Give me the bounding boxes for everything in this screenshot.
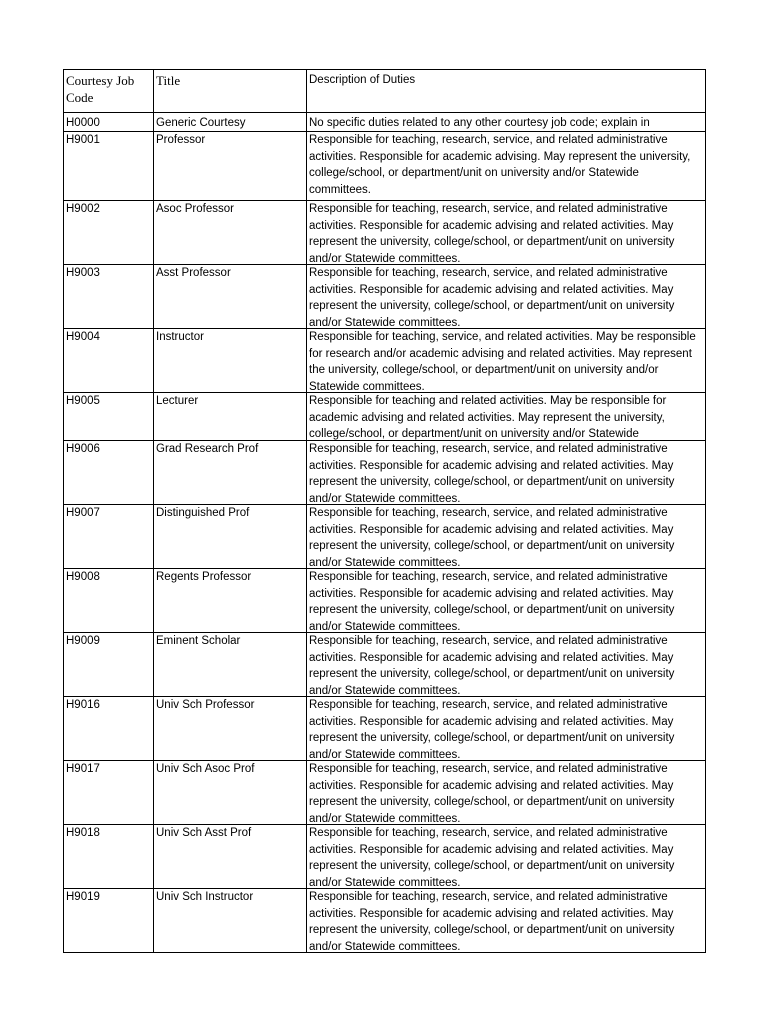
job-code: H9007 bbox=[66, 507, 100, 519]
table-row bbox=[64, 265, 706, 329]
job-description-cell bbox=[307, 113, 706, 132]
header-courtesy-job-code: Courtesy Job Code bbox=[64, 70, 154, 113]
job-description-cell bbox=[307, 393, 706, 441]
table-row bbox=[64, 505, 706, 569]
job-title: Grad Research Prof bbox=[156, 443, 259, 455]
job-description: Responsible for teaching, research, service, and related administrative activities. Responsible for academic advising and related activities. May represent the university, college/school, or department/unit on university and/or Statewide committees. bbox=[309, 203, 675, 264]
job-title-cell bbox=[154, 329, 307, 393]
job-code-cell bbox=[64, 889, 154, 953]
table-row bbox=[64, 761, 706, 825]
job-code: H9009 bbox=[66, 635, 100, 647]
job-title: Asst Professor bbox=[156, 267, 231, 279]
job-title: Generic Courtesy bbox=[156, 117, 246, 129]
table-row bbox=[64, 697, 706, 761]
job-title-cell bbox=[154, 132, 307, 201]
job-code: H9003 bbox=[66, 267, 100, 279]
job-description-cell bbox=[307, 825, 706, 889]
job-description: Responsible for teaching, research, service, and related administrative activities. Responsible for academic advising and related activities. May represent the university, college/school, or department/unit on university and/or Statewide committees. bbox=[309, 571, 675, 632]
job-code: H9006 bbox=[66, 443, 100, 455]
job-code: H9004 bbox=[66, 331, 100, 343]
table-header-row bbox=[64, 70, 706, 113]
table-row bbox=[64, 825, 706, 889]
job-code: H9017 bbox=[66, 763, 100, 775]
job-code: H9001 bbox=[66, 134, 100, 146]
table-row bbox=[64, 393, 706, 441]
job-description: Responsible for teaching, service, and related activities. May be responsible for research and/or academic advising and related activities. May represent the university, college/school, or department/unit on university and/or Statewide committees. bbox=[309, 331, 696, 392]
job-title-cell bbox=[154, 761, 307, 825]
job-code: H9018 bbox=[66, 827, 100, 839]
job-title: Univ Sch Asoc Prof bbox=[156, 763, 255, 775]
table-row bbox=[64, 132, 706, 201]
job-title: Lecturer bbox=[156, 395, 199, 407]
job-title-cell bbox=[154, 889, 307, 953]
job-code: H9019 bbox=[66, 891, 100, 903]
job-code-cell bbox=[64, 265, 154, 329]
job-description-cell bbox=[307, 889, 706, 953]
job-description-cell bbox=[307, 633, 706, 697]
job-code: H0000 bbox=[66, 117, 100, 129]
job-description-cell bbox=[307, 329, 706, 393]
job-title-cell bbox=[154, 825, 307, 889]
job-title: Univ Sch Asst Prof bbox=[156, 827, 252, 839]
job-code-cell bbox=[64, 633, 154, 697]
job-code: H9008 bbox=[66, 571, 100, 583]
job-code-cell bbox=[64, 329, 154, 393]
job-description-cell bbox=[307, 761, 706, 825]
header-description-of-duties: Description of Duties bbox=[307, 70, 706, 113]
job-description: Responsible for teaching, research, service, and related administrative activities. Responsible for academic advising and related activities. May represent the university, college/school, or department/unit on university and/or Statewide committees. bbox=[309, 763, 675, 824]
job-title-cell bbox=[154, 633, 307, 697]
job-description: Responsible for teaching, research, service, and related administrative activities. Responsible for academic advising. May represent the university, college/school, or department/unit on university and/or Statewide committees. bbox=[309, 134, 691, 196]
job-description-cell bbox=[307, 132, 706, 201]
job-title: Regents Professor bbox=[156, 571, 252, 583]
job-description: Responsible for teaching, research, service, and related administrative activities. Responsible for academic advising and related activities. May represent the university, college/school, or department/unit on university and/or Statewide committees. bbox=[309, 699, 675, 760]
job-code-cell bbox=[64, 697, 154, 761]
job-description-cell bbox=[307, 201, 706, 265]
job-code-cell bbox=[64, 505, 154, 569]
table-row bbox=[64, 113, 706, 132]
job-description-cell bbox=[307, 569, 706, 633]
job-description: Responsible for teaching and related activities. May be responsible for academic advising and related activities. May represent the university, college/school, or department/unit on university and/or Statewide bbox=[309, 395, 667, 440]
table-row bbox=[64, 569, 706, 633]
job-title: Professor bbox=[156, 134, 206, 146]
job-title-cell bbox=[154, 393, 307, 441]
job-code-cell bbox=[64, 569, 154, 633]
job-title: Asoc Professor bbox=[156, 203, 234, 215]
job-title-cell bbox=[154, 265, 307, 329]
job-title-cell bbox=[154, 201, 307, 265]
job-description: Responsible for teaching, research, service, and related administrative activities. Responsible for academic advising and related activities. May represent the university, college/school, or department/unit on university and/or Statewide committees. bbox=[309, 267, 675, 328]
table-row bbox=[64, 329, 706, 393]
job-code-cell bbox=[64, 761, 154, 825]
job-code-cell bbox=[64, 201, 154, 265]
job-code-cell bbox=[64, 825, 154, 889]
job-title: Eminent Scholar bbox=[156, 635, 241, 647]
job-description: Responsible for teaching, research, service, and related administrative activities. Responsible for academic advising and related activities. May represent the university, college/school, or department/unit on university and/or Statewide committees. bbox=[309, 827, 675, 888]
courtesy-job-codes-table bbox=[63, 69, 706, 953]
job-description: Responsible for teaching, research, service, and related administrative activities. Responsible for academic advising and related activities. May represent the university, college/school, or department/unit on university and/or Statewide committees. bbox=[309, 891, 675, 952]
job-description: Responsible for teaching, research, service, and related administrative activities. Responsible for academic advising and related activities. May represent the university, college/school, or department/unit on university and/or Statewide committees. bbox=[309, 443, 675, 504]
job-title-cell bbox=[154, 441, 307, 505]
job-title: Distinguished Prof bbox=[156, 507, 250, 519]
job-title-cell bbox=[154, 113, 307, 132]
job-description: Responsible for teaching, research, service, and related administrative activities. Responsible for academic advising and related activities. May represent the university, college/school, or department/unit on university and/or Statewide committees. bbox=[309, 507, 675, 568]
table-row bbox=[64, 633, 706, 697]
job-title-cell bbox=[154, 697, 307, 761]
job-description-cell bbox=[307, 697, 706, 761]
job-title: Univ Sch Instructor bbox=[156, 891, 254, 903]
job-code-cell bbox=[64, 393, 154, 441]
table-row bbox=[64, 889, 706, 953]
header-title: Title bbox=[154, 70, 307, 113]
job-code-cell bbox=[64, 441, 154, 505]
job-description-cell bbox=[307, 441, 706, 505]
job-code: H9016 bbox=[66, 699, 100, 711]
job-title-cell bbox=[154, 505, 307, 569]
job-title: Instructor bbox=[156, 331, 204, 343]
job-description: Responsible for teaching, research, service, and related administrative activities. Responsible for academic advising and related activities. May represent the university, college/school, or department/unit on university and/or Statewide committees. bbox=[309, 635, 675, 696]
job-code-cell bbox=[64, 132, 154, 201]
job-code-cell bbox=[64, 113, 154, 132]
table-row bbox=[64, 441, 706, 505]
job-code: H9005 bbox=[66, 395, 100, 407]
job-description: No specific duties related to any other courtesy job code; explain in bbox=[309, 117, 650, 129]
job-description-cell bbox=[307, 265, 706, 329]
job-description-cell bbox=[307, 505, 706, 569]
table-row bbox=[64, 201, 706, 265]
job-code: H9002 bbox=[66, 203, 100, 215]
job-title: Univ Sch Professor bbox=[156, 699, 255, 711]
job-title-cell bbox=[154, 569, 307, 633]
